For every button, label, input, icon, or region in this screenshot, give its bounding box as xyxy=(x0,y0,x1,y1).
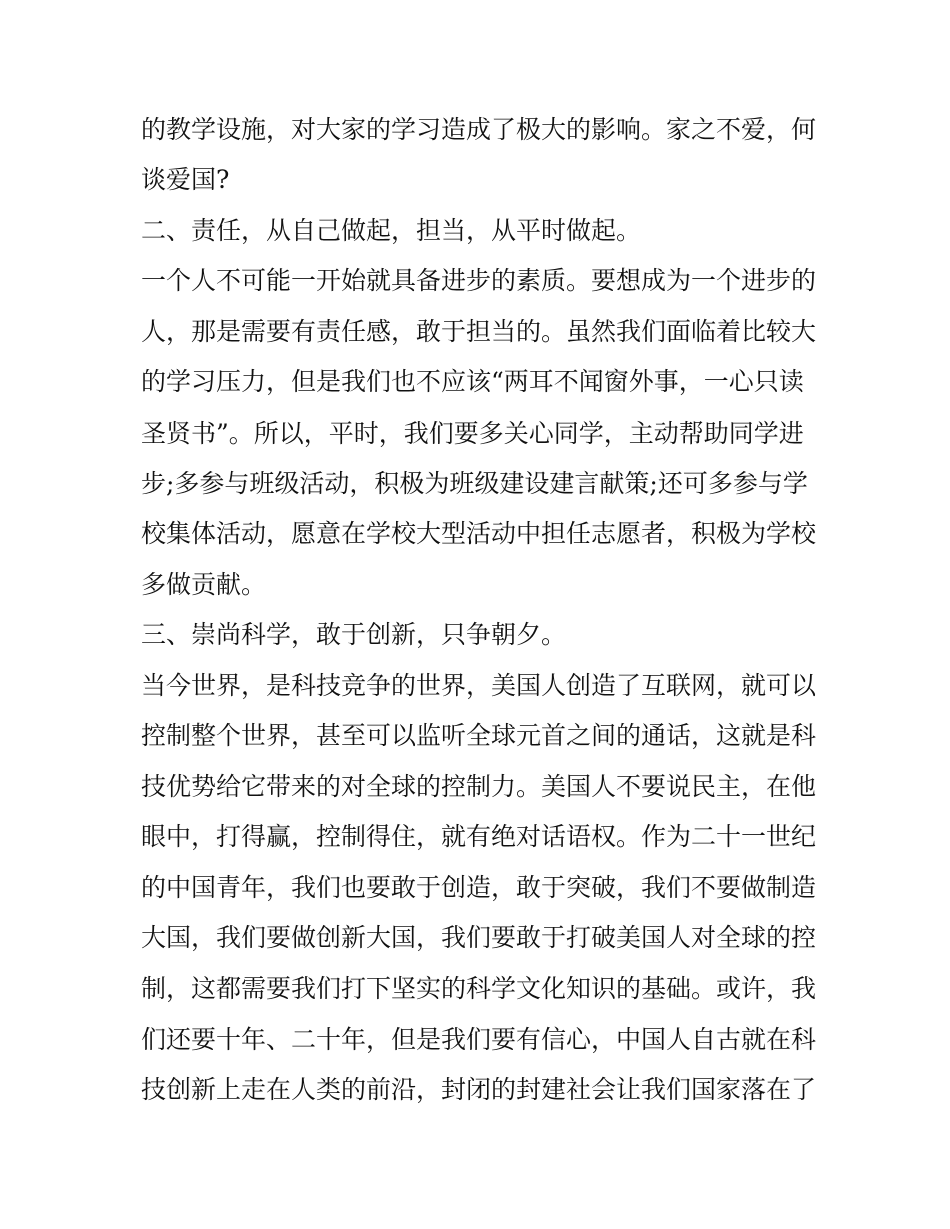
text-line: 校集体活动，愿意在学校大型活动中担任志愿者，积极为学校 xyxy=(141,519,817,548)
text-line: 谈爱国? xyxy=(141,165,230,194)
text-line: 技优势给它带来的对全球的控制力。美国人不要说民主，在他 xyxy=(141,772,817,801)
text-line: 多做贡献。 xyxy=(141,570,267,599)
section-heading: 三、崇尚科学，敢于创新，只争朝夕。 xyxy=(141,620,567,649)
text-line: 制，这都需要我们打下坚实的科学文化知识的基础。或许，我 xyxy=(141,974,817,1003)
text-line: 眼中，打得赢，控制得住，就有绝对话语权。作为二十一世纪 xyxy=(141,822,817,851)
text-line: 控制整个世界，甚至可以监听全球元首之间的通话，这就是科 xyxy=(141,721,817,750)
text-line: 大国，我们要做创新大国，我们要敢于打破美国人对全球的控 xyxy=(141,923,817,952)
text-line: 技创新上走在人类的前沿，封闭的封建社会让我们国家落在了 xyxy=(141,1075,817,1104)
section-heading: 二、责任，从自己做起，担当，从平时做起。 xyxy=(141,216,642,245)
text-line: 当今世界，是科技竞争的世界，美国人创造了互联网，就可以 xyxy=(141,671,817,700)
text-line: 的教学设施，对大家的学习造成了极大的影响。家之不爱，何 xyxy=(141,115,817,144)
text-line: 步;多参与班级活动，积极为班级建设建言献策;还可多参与学 xyxy=(141,469,808,498)
text-line: 们还要十年、二十年，但是我们要有信心，中国人自古就在科 xyxy=(141,1025,817,1054)
text-line: 的学习压力，但是我们也不应该“两耳不闻窗外事，一心只读 xyxy=(141,367,804,396)
text-line: 的中国青年，我们也要敢于创造，敢于突破，我们不要做制造 xyxy=(141,873,817,902)
text-line: 圣贤书”。所以，平时，我们要多关心同学，主动帮助同学进 xyxy=(141,419,804,448)
text-line: 一个人不可能一开始就具备进步的素质。要想成为一个进步的 xyxy=(141,266,817,295)
text-line: 人，那是需要有责任感，敢于担当的。虽然我们面临着比较大 xyxy=(141,317,817,346)
